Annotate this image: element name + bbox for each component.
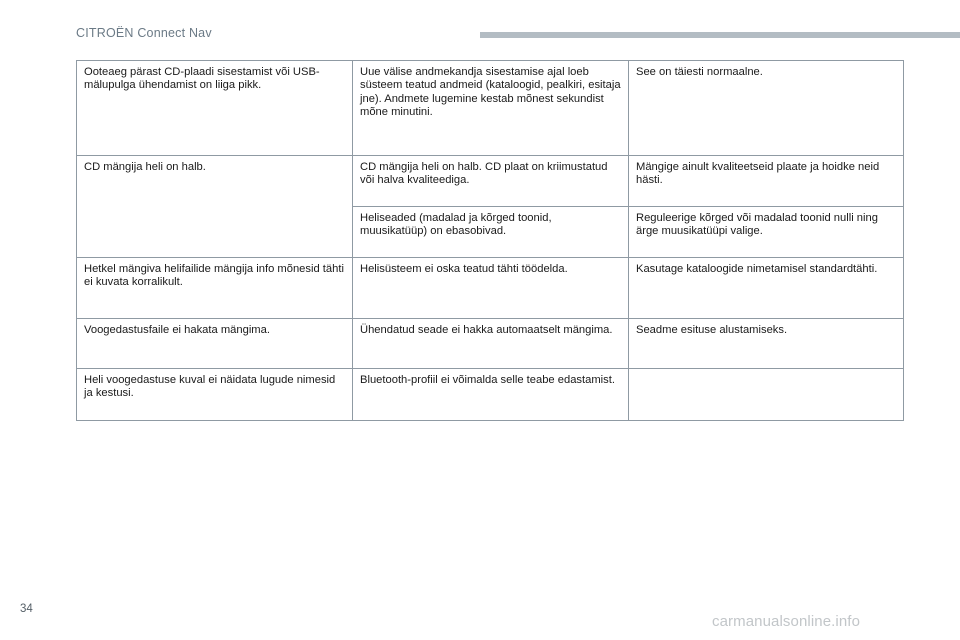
question-cell: Heli voogedastuse kuval ei näidata lugude nimesid ja kestusi. [77,369,353,421]
header-title: CITROËN Connect Nav [76,26,212,40]
cause-cell: Heliseaded (madalad ja kõrged toonid, muusikatüüp) on ebasobivad. [353,207,629,258]
page-number: 34 [20,603,33,615]
solution-cell: Kasutage kataloogide nimetamisel standardtähti. [629,258,904,319]
solution-cell: Reguleerige kõrged või madalad toonid nulli ning ärge muusikatüüpi valige. [629,207,904,258]
cause-cell: Ühendatud seade ei hakka automaatselt mängima. [353,319,629,369]
table-row [77,319,904,369]
table-row [77,258,904,319]
question-cell: Ooteaeg pärast CD-plaadi sisestamist või USB-mälupulga ühendamist on liiga pikk. [77,61,353,156]
troubleshooting-table [76,60,904,421]
question-cell: Voogedastusfaile ei hakata mängima. [77,319,353,369]
cause-cell: Helisüsteem ei oska teatud tähti töödelda. [353,258,629,319]
table-row [77,61,904,156]
solution-cell [629,369,904,421]
question-cell: CD mängija heli on halb. [77,156,353,258]
table-row [77,369,904,421]
question-cell: Hetkel mängiva helifailide mängija info mõnesid tähti ei kuvata korralikult. [77,258,353,319]
solution-cell: See on täiesti normaalne. [629,61,904,156]
header-bar [480,32,960,38]
cause-cell: Uue välise andmekandja sisestamise ajal loeb süsteem teatud andmeid (kataloogid, pealkiri, esitaja jne). Andmete lugemine kestab mõnest sekundist mõne minutini. [353,61,629,156]
watermark: carmanualsonline.info [712,613,861,630]
cause-cell: Bluetooth-profiil ei võimalda selle teabe edastamist. [353,369,629,421]
table-row [77,156,904,207]
solution-cell: Seadme esituse alustamiseks. [629,319,904,369]
cause-cell: CD mängija heli on halb. CD plaat on kriimustatud või halva kvaliteediga. [353,156,629,207]
solution-cell: Mängige ainult kvaliteetseid plaate ja hoidke neid hästi. [629,156,904,207]
